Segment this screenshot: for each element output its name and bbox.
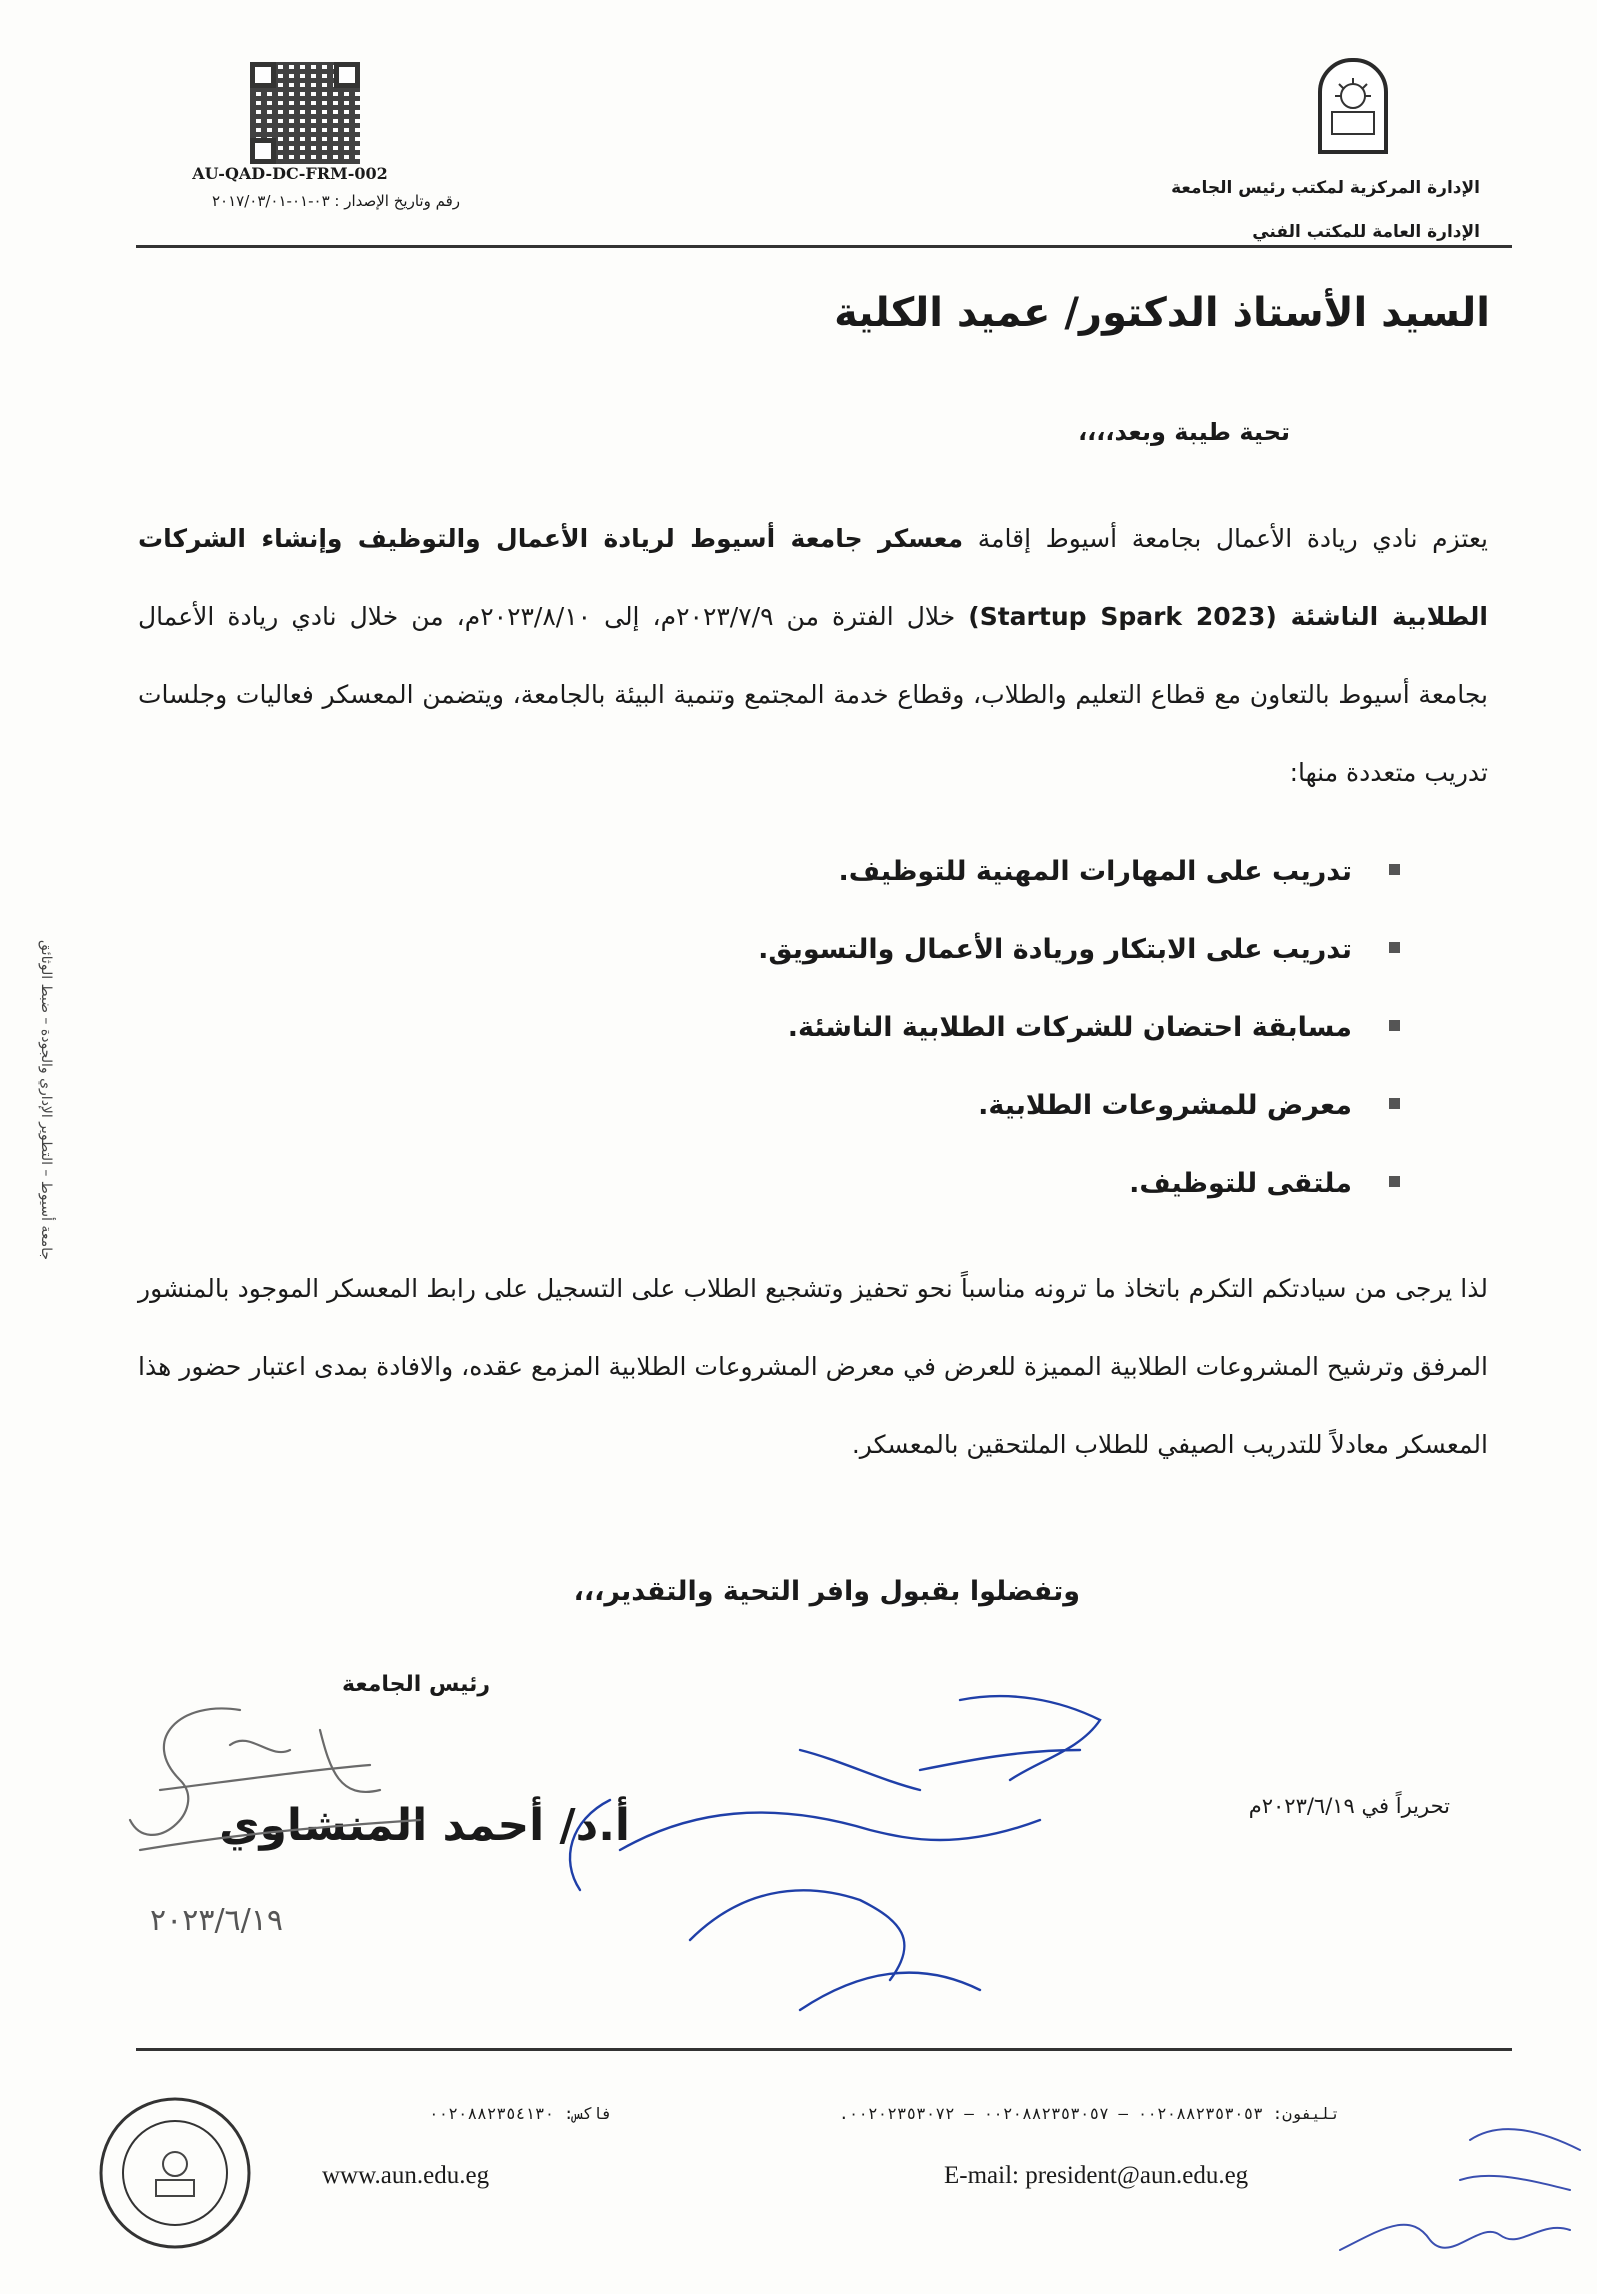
list-item: معرض للمشروعات الطلابية.	[560, 1084, 1400, 1162]
qr-finder	[334, 62, 360, 88]
form-code: AU-QAD-DC-FRM-002	[192, 164, 388, 183]
header-divider	[136, 245, 1512, 248]
footer-divider	[136, 2048, 1512, 2051]
bullet-icon	[1389, 1098, 1400, 1109]
camp-name: معسكر جامعة أسيوط لريادة الأعمال والتوظيف وإنشاء الشركات الطلابية الناشئة (Startup Spark 2023)	[138, 524, 1488, 631]
department-line-1: الإدارة المركزية لمكتب رئيس الجامعة	[1171, 178, 1480, 198]
bullet-icon	[1389, 864, 1400, 875]
list-item: ملتقى للتوظيف.	[560, 1162, 1400, 1240]
website-link[interactable]: www.aun.edu.eg	[322, 2162, 490, 2189]
official-seal	[96, 2094, 254, 2252]
president-name: أ.د/ أحمد المنشاوي	[219, 1800, 630, 1851]
activity-list	[560, 850, 1400, 1240]
qr-code	[250, 62, 360, 164]
handwritten-note	[1320, 2100, 1590, 2280]
qr-finder	[250, 138, 276, 164]
handwritten-date: ٢٠٢٣/٦/١٩	[150, 1903, 284, 1938]
email-address[interactable]: E-mail: president@aun.edu.eg	[944, 2162, 1249, 2189]
phone-numbers: تليفون: ٠٠٢٠٨٨٢٣٥٣٠٥٣ – ٠٠٢٠٨٨٢٣٥٣٠٥٧ – ٠٠٢٠٢٣٥٣٠٧٢.	[839, 2104, 1340, 2123]
fax-number: فاكس: ٠٠٢٠٨٨٢٣٥٤١٣٠	[428, 2104, 612, 2123]
salutation: السيد الأستاذ الدكتور/ عميد الكلية	[834, 290, 1490, 336]
paragraph-1-details: خلال الفترة من ٢٠٢٣/٧/٩م، إلى ٢٠٢٣/٨/١٠م، من خلال نادي ريادة الأعمال بجامعة أسيوط بالتعاون مع قطاع التعليم والطلاب، وقطاع خدمة المجتمع وتنمية البيئة بالجامعة، ويتضمن المعسكر فعاليات وجلسات تدريب متعددة منها:	[138, 602, 1488, 787]
bullet-icon	[1389, 942, 1400, 953]
paragraph-2: لذا يرجى من سيادتكم التكرم باتخاذ ما ترونه مناسباً نحو تحفيز وتشجيع الطلاب على التسجيل على رابط المعسكر الموجود بالمنشور المرفق وترشيح المشروعات الطلابية المميزة للعرض في معرض المشروعات الطلابية المزمع عقده، والافادة بمدى اعتبار حضور هذا المعسكر معادلاً للتدريب الصيفي للطلاب الملتحقين بالمعسكر.	[138, 1274, 1488, 1459]
written-date: تحريراً في ٢٠٢٣/٦/١٩م	[1248, 1794, 1450, 1818]
list-item: مسابقة احتضان للشركات الطلابية الناشئة.	[560, 1006, 1400, 1084]
paragraph-1-intro: يعتزم نادي ريادة الأعمال بجامعة أسيوط إقامة	[963, 524, 1488, 553]
president-signature	[120, 1670, 450, 1970]
department-line-2: الإدارة العامة للمكتب الفني	[1252, 222, 1480, 242]
qr-finder	[250, 62, 276, 88]
university-logo	[1318, 58, 1388, 154]
greeting: تحية طيبة وبعد،،،،	[1078, 418, 1290, 446]
president-title: رئيس الجامعة	[342, 1672, 490, 1697]
bullet-icon	[1389, 1176, 1400, 1187]
bullet-icon	[1389, 1020, 1400, 1031]
paragraph-1	[138, 500, 1488, 812]
handwritten-annotation	[540, 1690, 1140, 2050]
side-note: جامعة أسيوط – التطوير الإداري والجودة – ضبط الوثائق	[38, 940, 54, 1261]
list-item: تدريب على الابتكار وريادة الأعمال والتسويق.	[560, 928, 1400, 1006]
issue-date: رقم وتاريخ الإصدار : ٠٣-٠١-٢٠١٧/٠٣/٠١	[211, 192, 460, 210]
list-item: تدريب على المهارات المهنية للتوظيف.	[560, 850, 1400, 928]
closing: وتفضلوا بقبول وافر التحية والتقدير،،،	[573, 1576, 1080, 1607]
